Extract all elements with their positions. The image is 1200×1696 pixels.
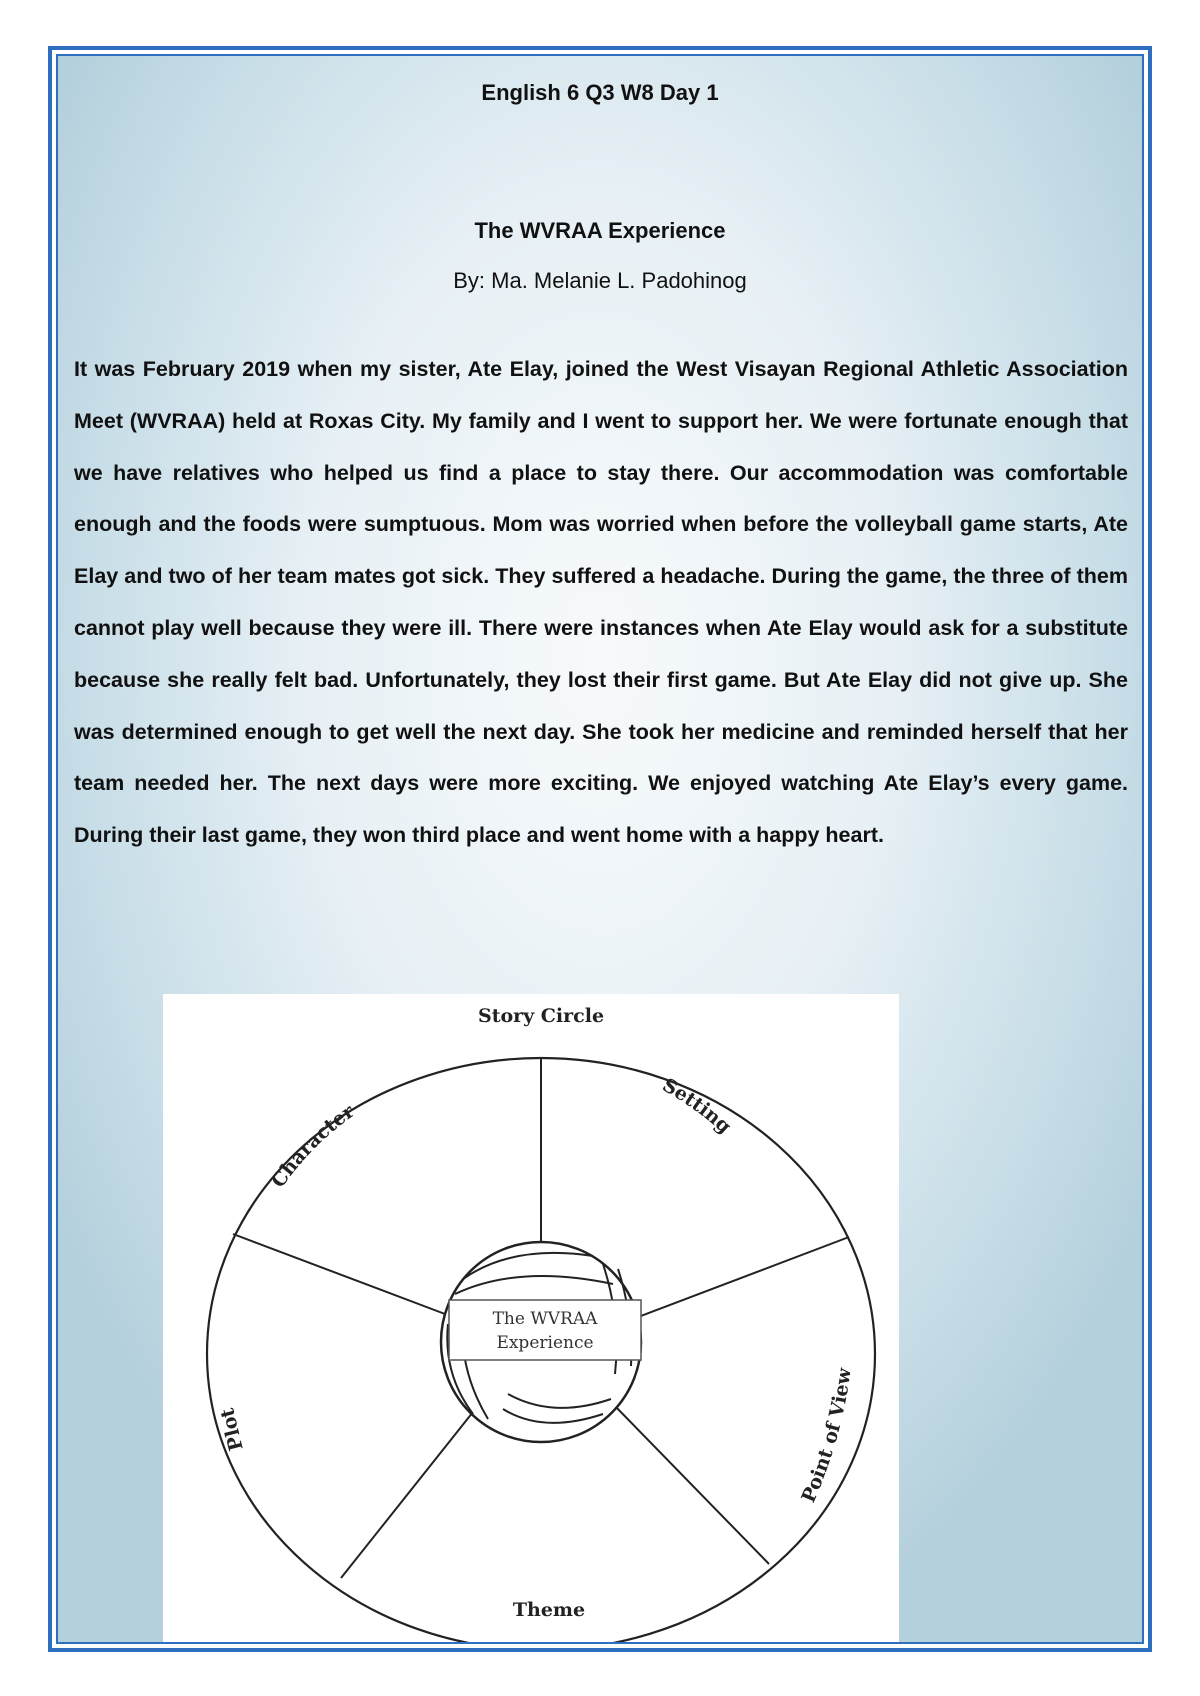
section-label-plot: Plot [216, 1406, 248, 1453]
story-author: By: Ma. Melanie L. Padohinog [453, 268, 747, 293]
center-title-line2: Experience [496, 1333, 594, 1353]
page-panel [56, 54, 1144, 1644]
diagram-title: Story Circle [477, 1005, 605, 1027]
center-title-line1: The WVRAA [492, 1309, 598, 1329]
section-label-setting: Setting [658, 1074, 736, 1138]
section-label-theme: Theme [512, 1599, 586, 1621]
section-label-character: Character [267, 1100, 359, 1192]
lesson-header: English 6 Q3 W8 Day 1 [481, 80, 719, 105]
story-title: The WVRAA Experience [474, 218, 726, 243]
story-circle-diagram [163, 994, 899, 1644]
section-label-point-of-view: Point of View [797, 1366, 856, 1506]
story-body: It was February 2019 when my sister, Ate Elay, joined the West Visayan Regional Athletic Association Meet (WVRAA) held at Roxas City. My family and I went to support her. We were fortunate enough that we have relatives who helped us find a place to stay there. Our accommodation was comfortable enough and the foods were sumptuous. Mom was worried when before the volleyball game starts, Ate Elay and two of her team mates got sick. They suffered a headache. During the game, the three of them cannot play well because they were ill. There were instances when Ate Elay would ask for a substitute because she really felt bad. Unfortunately, they lost their first game. But Ate Elay did not give up. She was determined enough to get well the next day. She took her medicine and reminded herself that her team needed her. The next days were more exciting. We enjoyed watching Ate Elay’s every game. During their last game, they won third place and went home with a happy heart. [74, 357, 1128, 848]
